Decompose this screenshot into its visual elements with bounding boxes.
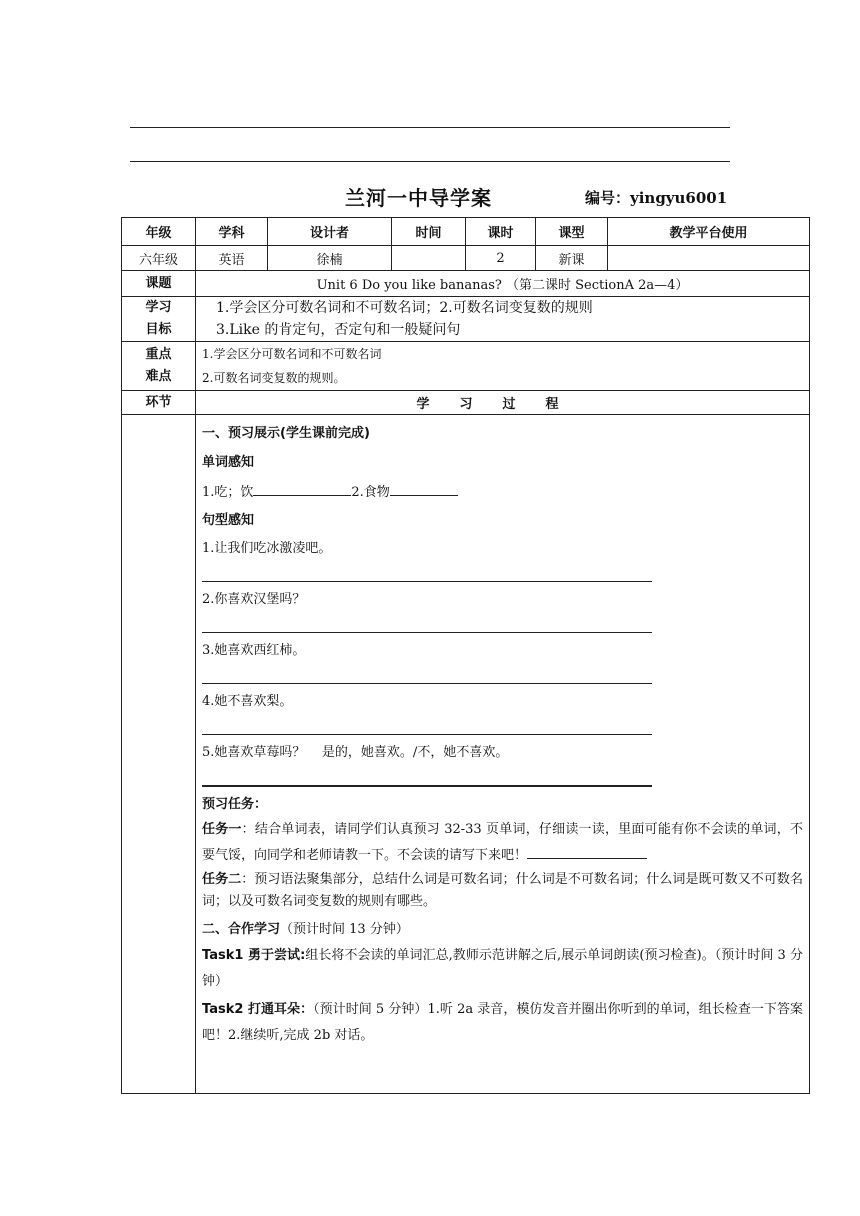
- top-rule-1: [130, 127, 730, 128]
- process-body-row: [122, 415, 810, 1094]
- goals-label-line2: 目标: [145, 322, 172, 337]
- value-time: [392, 246, 466, 271]
- school-title: 兰河一中导学案: [345, 186, 492, 210]
- preview-task-title: 预习任务：: [202, 797, 268, 812]
- task2-label: Task2 打通耳朵：: [202, 1002, 314, 1017]
- document-code: 编号：yingyu6001: [585, 189, 728, 207]
- header-designer: 设计者: [268, 218, 392, 246]
- answer-line-1[interactable]: [202, 559, 652, 582]
- value-designer: 徐楠: [268, 246, 392, 271]
- value-grade: 六年级: [122, 246, 196, 271]
- sentence-1: 1.让我们吃冰激凌吧。: [202, 541, 332, 556]
- process-content: [196, 415, 810, 1094]
- task-2-label: 任务二: [202, 872, 242, 887]
- key-point-1: 1.学会区分可数名词和不可数名词: [202, 347, 382, 361]
- task-1-label: 任务一: [202, 822, 242, 837]
- goal-line-1: 1.学会区分可数名词和不可数名词；2.可数名词变复数的规则: [216, 300, 593, 316]
- preview-section-title: 一、预习展示(学生课前完成): [202, 426, 370, 441]
- lesson-plan-table: [121, 217, 810, 1094]
- header-subject: 学科: [196, 218, 268, 246]
- vocab-item-1: 1.吃；饮: [202, 485, 254, 500]
- key-points-content: [196, 342, 810, 391]
- vocab-blank-2[interactable]: [390, 481, 458, 496]
- topic-value: Unit 6 Do you like bananas? （第二课时 SectionA 2a—4）: [196, 271, 810, 297]
- sentence-3: 3.她喜欢西红柿。: [202, 643, 306, 658]
- sentence-title: 句型感知: [202, 513, 255, 528]
- cooperative-time: （预计时间 13 分钟）: [280, 922, 409, 937]
- answer-line-4[interactable]: [202, 712, 652, 735]
- task1-text: 组长将不会读的单词汇总,教师示范讲解之后,展示单词朗读(预习检查)。（预计时间 3 分钟）: [202, 948, 803, 989]
- vocab-blank-1[interactable]: [253, 481, 351, 496]
- key-points-label-line1: 重点: [145, 347, 172, 362]
- topic-row: [122, 271, 810, 297]
- stage-column: [122, 415, 196, 1094]
- top-rule-2: [130, 161, 730, 162]
- header-platform: 教学平台使用: [608, 218, 810, 246]
- goals-label: [122, 297, 196, 342]
- vocab-item-2: 2.食物: [351, 485, 390, 500]
- value-subject: 英语: [196, 246, 268, 271]
- topic-label: 课题: [122, 271, 196, 297]
- process-header-row: [122, 391, 810, 415]
- header-grade: 年级: [122, 218, 196, 246]
- value-period: 2: [466, 246, 536, 271]
- cooperative-section: [202, 917, 803, 943]
- key-points-label-line2: 难点: [145, 369, 172, 384]
- key-points-label: [122, 342, 196, 391]
- task2-text: （预计时间 5 分钟）1.听 2a 录音，模仿发音并圈出你听到的单词，组长检查一下答案吧！2.继续听,完成 2b 对话。: [202, 1002, 803, 1043]
- task-2: [202, 869, 803, 913]
- goals-content: [196, 297, 810, 342]
- key-point-2: 2.可数名词变复数的规则。: [202, 371, 346, 385]
- stage-label: 环节: [122, 391, 196, 415]
- vocab-items: [202, 481, 803, 503]
- sentence-4: 4.她不喜欢梨。: [202, 694, 293, 709]
- task1-block: [202, 943, 803, 995]
- vocab-title: 单词感知: [202, 455, 255, 470]
- task-1-text: ：结合单词表，请同学们认真预习 32-33 页单词，仔细读一读，里面可能有你不会读的单词，不要气馁，向同学和老师请教一下。不会读的请写下来吧！: [202, 822, 803, 863]
- task-1-blank[interactable]: [527, 844, 647, 859]
- key-points-row: [122, 342, 810, 391]
- cooperative-title: 二、合作学习: [202, 922, 281, 937]
- header-time: 时间: [392, 218, 466, 246]
- info-value-row: [122, 246, 810, 271]
- process-title: 学习过程: [196, 391, 810, 415]
- answer-line-5[interactable]: [202, 763, 652, 787]
- goal-line-2: 3.Like 的肯定句，否定句和一般疑问句: [216, 322, 461, 338]
- task1-label: Task1 勇于尝试:: [202, 948, 306, 963]
- value-lesson-type: 新课: [536, 246, 608, 271]
- sentence-2: 2.你喜欢汉堡吗？: [202, 592, 306, 607]
- goals-label-line1: 学习: [145, 300, 172, 315]
- answer-line-2[interactable]: [202, 610, 652, 633]
- header-period: 课时: [466, 218, 536, 246]
- value-platform: [608, 246, 810, 271]
- goals-row: [122, 297, 810, 342]
- info-header-row: [122, 218, 810, 246]
- answer-line-3[interactable]: [202, 661, 652, 684]
- task2-block: [202, 997, 803, 1049]
- header-lesson-type: 课型: [536, 218, 608, 246]
- task-1: [202, 817, 803, 869]
- sentence-5: 5.她喜欢草莓吗？ 是的，她喜欢。/不，她不喜欢。: [202, 745, 509, 760]
- task-2-text: ：预习语法聚集部分，总结什么词是可数名词；什么词是不可数名词；什么词是既可数又不可数名词；以及可数名词变复数的规则有哪些。: [202, 872, 803, 909]
